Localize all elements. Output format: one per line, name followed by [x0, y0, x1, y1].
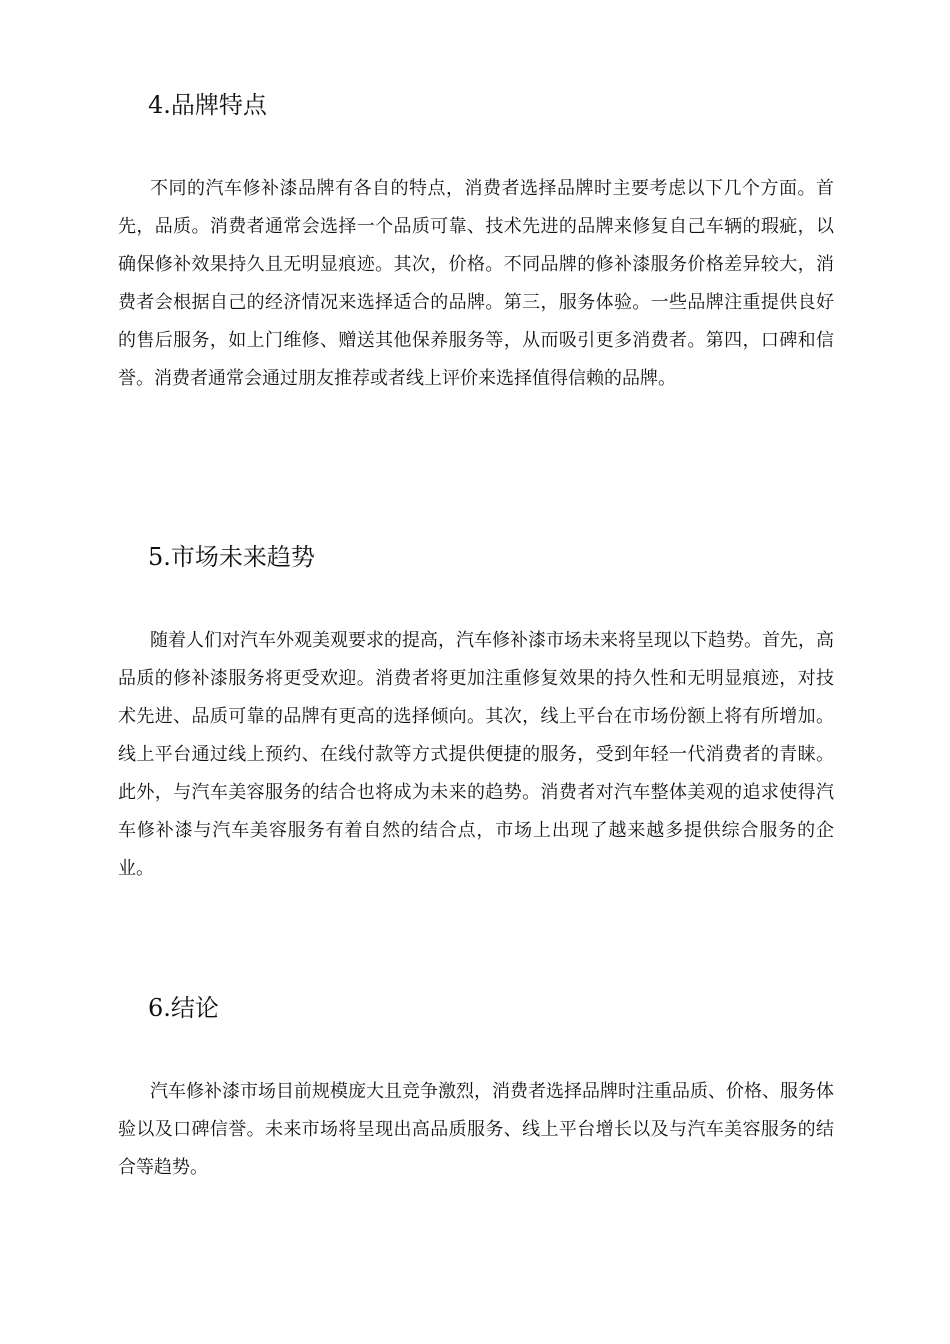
- section-heading-brand-features: 4.品牌特点: [148, 91, 267, 119]
- section-heading-conclusion: 6.结论: [148, 994, 219, 1022]
- section-paragraph-brand-features: 不同的汽车修补漆品牌有各自的特点，消费者选择品牌时主要考虑以下几个方面。首先，品质。消费者通常会选择一个品质可靠、技术先进的品牌来修复自己车辆的瑕疵，以确保修补效果持久且无明显痕迹。其次，价格。不同品牌的修补漆服务价格差异较大，消费者会根据自己的经济情况来选择适合的品牌。第三，服务体验。一些品牌注重提供良好的售后服务，如上门维修、赠送其他保养服务等，从而吸引更多消费者。第四，口碑和信誉。消费者通常会通过朋友推荐或者线上评价来选择值得信赖的品牌。: [118, 178, 834, 389]
- section-heading-market-trends: 5.市场未来趋势: [148, 543, 315, 571]
- section-paragraph-conclusion: 汽车修补漆市场目前规模庞大且竞争激烈，消费者选择品牌时注重品质、价格、服务体验以及口碑信誉。未来市场将呈现出高品质服务、线上平台增长以及与汽车美容服务的结合等趋势。: [118, 1081, 834, 1178]
- section-paragraph-market-trends: 随着人们对汽车外观美观要求的提高，汽车修补漆市场未来将呈现以下趋势。首先，高品质的修补漆服务将更受欢迎。消费者将更加注重修复效果的持久性和无明显痕迹，对技术先进、品质可靠的品牌有更高的选择倾向。其次，线上平台在市场份额上将有所增加。线上平台通过线上预约、在线付款等方式提供便捷的服务，受到年轻一代消费者的青睐。此外，与汽车美容服务的结合也将成为未来的趋势。消费者对汽车整体美观的追求使得汽车修补漆与汽车美容服务有着自然的结合点，市场上出现了越来越多提供综合服务的企业。: [118, 630, 834, 879]
